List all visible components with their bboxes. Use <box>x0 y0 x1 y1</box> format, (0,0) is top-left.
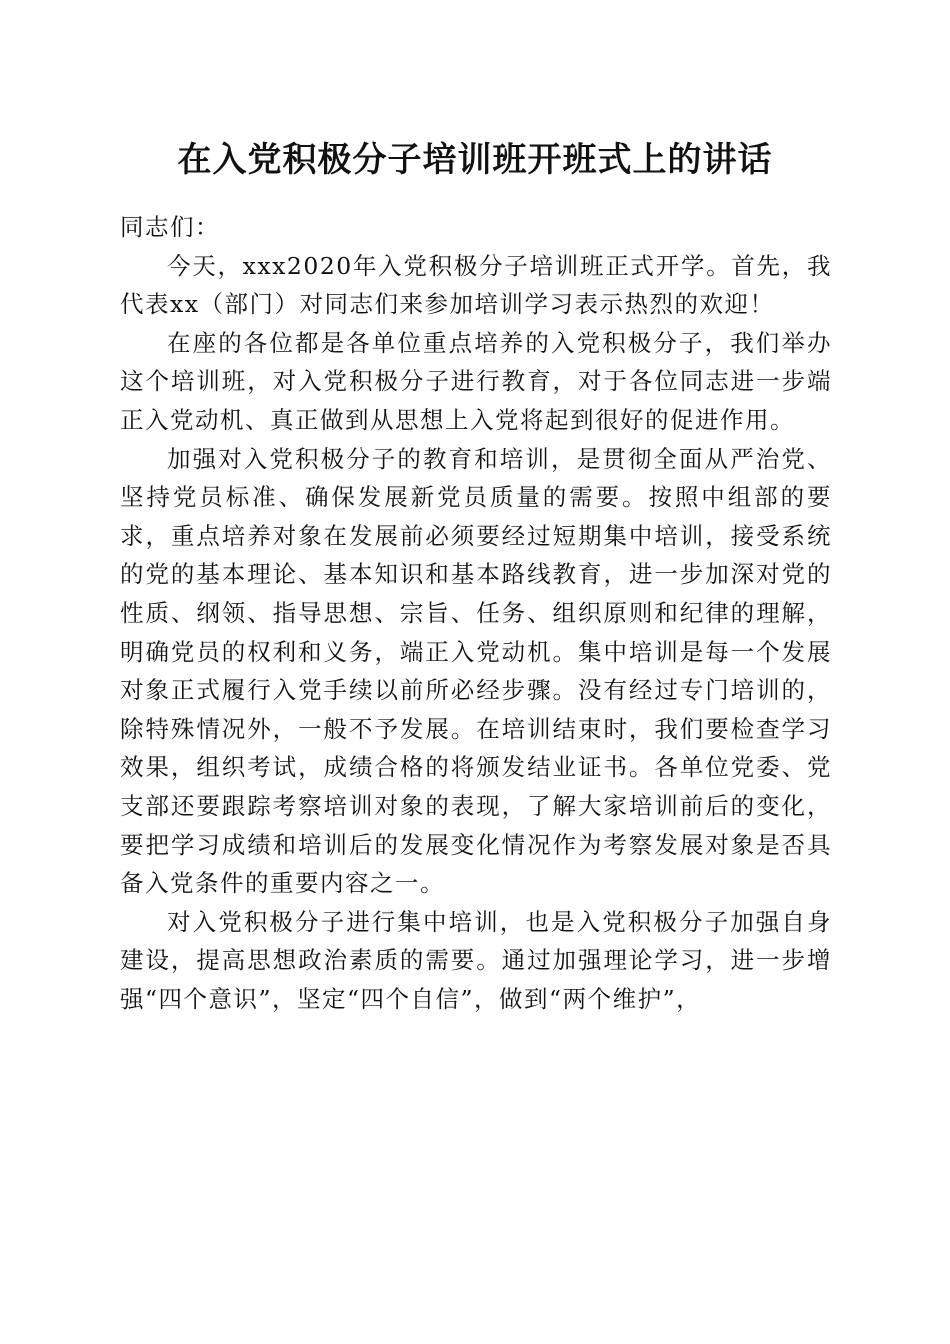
document-body <box>120 208 832 1018</box>
paragraph-welcome: 今天，xxx2020年入党积极分子培训班正式开学。首先，我代表xx（部门）对同志们来参加培训学习表示热烈的欢迎！ <box>120 251 832 319</box>
paragraph-training-requirements: 加强对入党积极分子的教育和培训，是贯彻全面从严治党、坚持党员标准、确保发展新党员质量的需要。按照中组部的要求，重点培养对象在发展前必须要经过短期集中培训，接受系统的党的基本理论、基本知识和基本路线教育，进一步加深对党的性质、纲领、指导思想、宗旨、任务、组织原则和纪律的理解，明确党员的权利和义务，端正入党动机。集中培训是每一个发展对象正式履行入党手续以前所必经步骤。没有经过专门培训的，除特殊情况外，一般不予发展。在培训结束时，我们要检查学习效果，组织考试，成绩合格的将颁发结业证书。各单位党委、党支部还要跟踪考察培训对象的表现，了解大家培训前后的变化，要把学习成绩和培训后的发展变化情况作为考察发展对象是否具备入党条件的重要内容之一。 <box>120 444 832 898</box>
salutation: 同志们： <box>120 213 220 241</box>
paragraph-self-improvement: 对入党积极分子进行集中培训，也是入党积极分子加强自身建设，提高思想政治素质的需要。通过加强理论学习，进一步增强“四个意识”，坚定“四个自信”，做到“两个维护”， <box>120 907 832 1013</box>
paragraph-purpose: 在座的各位都是各单位重点培养的入党积极分子，我们举办这个培训班，对入党积极分子进行教育，对于各位同志进一步端正入党动机、真正做到从思想上入党将起到很好的促进作用。 <box>120 328 832 434</box>
document-title: 在入党积极分子培训班开班式上的讲话 <box>177 140 773 180</box>
